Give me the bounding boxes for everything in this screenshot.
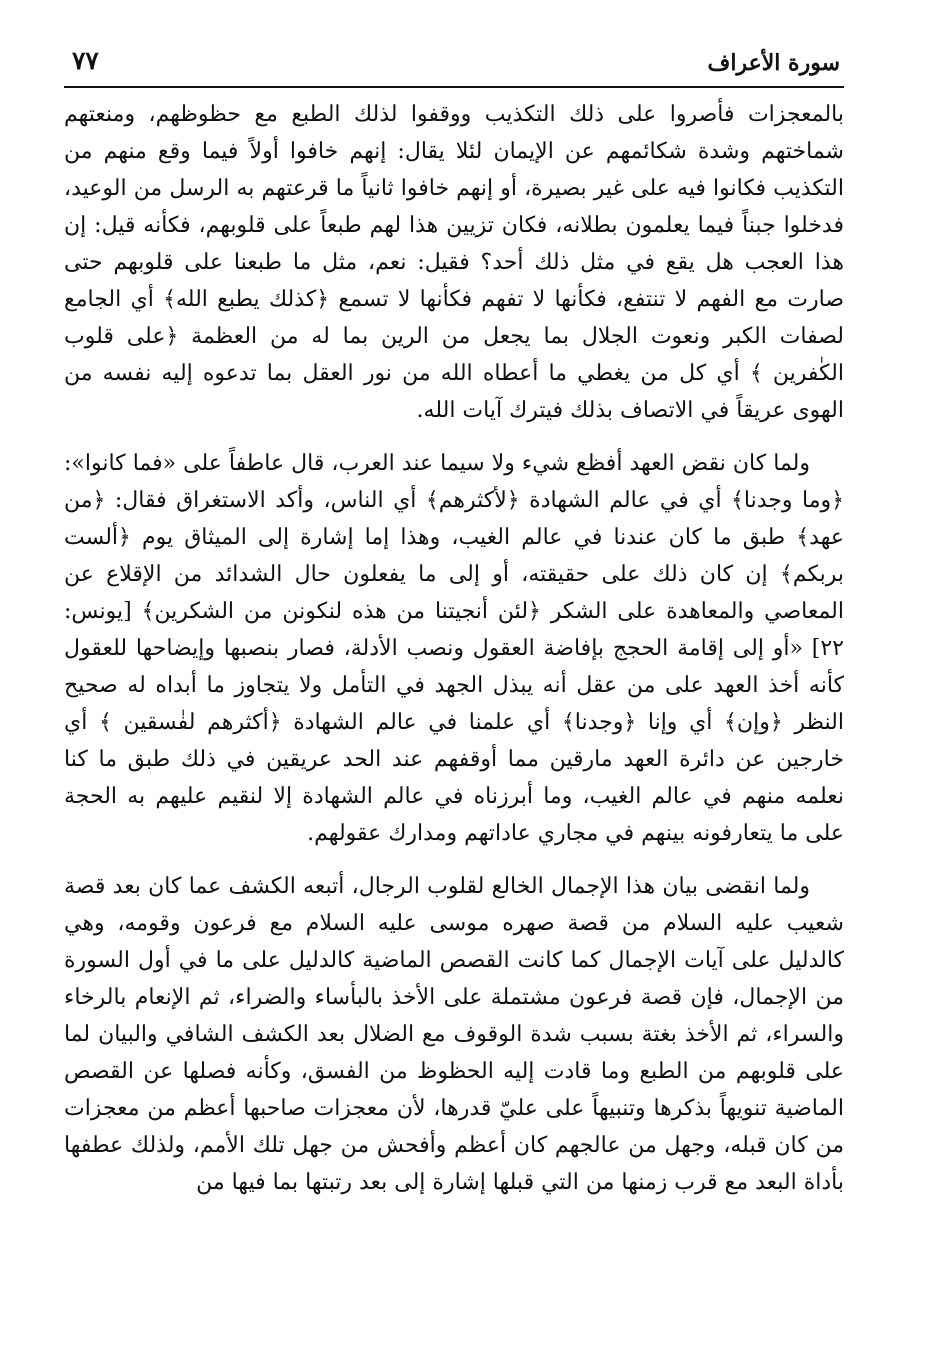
header-rule <box>64 86 844 88</box>
paragraph-3: ولما انقضى بيان هذا الإجمال الخالع لقلوب الرجال، أتبعه الكشف عما كان بعد قصة شعيب عليه السلام من قصة صهره موسى عليه السلام مع فرعون وقومه، وهي كالدليل على آيات الإجمال كما كانت القصص الماضية كالدليل على ما في أول السورة من الإجمال، فإن قصة فرعون مشتملة على الأخذ بالبأساء والضراء، ثم الإنعام بالرخاء والسراء، ثم الأخذ بغتة بسبب شدة الوقوف مع الضلال بعد الكشف الشافي والبيان لما على قلوبهم من الطبع وما قادت إليه الحظوظ من الفسق، وكأنه فصلها عن القصص الماضية تنويهاً بذكرها وتنبيهاً على عليّ قدرها، لأن معجزات صاحبها أعظم من معجزات من كان قبله، وجهل من عالجهم كان أعظم وأفحش من جهل تلك الأمم، ولذلك عطفها بأداة البعد مع قرب زمنها من التي قبلها إشارة إلى بعد رتبتها بما فيها من <box>64 874 844 1195</box>
surah-title: سورة الأعراف <box>707 50 840 76</box>
paragraph-2: ولما كان نقض العهد أفظع شيء ولا سيما عند العرب، قال عاطفاً على «فما كانوا»: ﴿وما وجدنا﴾ أي في عالم الشهادة ﴿لأكثرهم﴾ أي الناس، وأكد الاستغراق فقال: ﴿من عهد﴾ طبق ما كان عندنا في عالم الغيب، وهذا إما إشارة إلى الميثاق يوم ﴿ألست بربكم﴾ إن كان ذلك على حقيقته، أو إلى ما يفعلون حال الشدائد من الإقلاع عن المعاصي والمعاهدة على الشكر ﴿لئن أنجيتنا من هذه لنكونن من الشكرين﴾ [يونس: ٢٢] «أو إلى إقامة الحجج بإفاضة العقول ونصب الأدلة، فصار بنصبها وإيضاحها للعقول كأنه أخذ العهد على من عقل أنه يبذل الجهد في التأمل ولا يتجاوز ما أبداه له صحيح النظر ﴿وإن﴾ أي وإنا ﴿وجدنا﴾ أي علمنا في عالم الشهادة ﴿أكثرهم لفٰسقين ﴾ أي خارجين عن دائرة العهد مارقين مما أوقفهم عند الحد عريقين في ذلك طبق ما كنا نعلمه منهم في عالم الغيب، وما أبرزناه في عالم الشهادة إلا لنقيم عليهم به الحجة على ما يتعارفونه بينهم في مجاري عاداتهم ومدارك عقولهم. <box>64 451 844 846</box>
paragraph-1: بالمعجزات فأصروا على ذلك التكذيب ووقفوا لذلك الطبع مع حظوظهم، ومنعتهم شماختهم وشدة شكائمهم عن الإيمان لئلا يقال: إنهم خافوا أولاً فيما وقع منهم من التكذيب فكانوا فيه على غير بصيرة، أو إنهم خافوا ثانياً ما قرعتهم به الرسل من الوعيد، فدخلوا جبناً فيما يعلمون بطلانه، فكان تزيين هذا لهم طبعاً على قلوبهم، فكأنه قيل: إن هذا العجب هل يقع في مثل ذلك أحد؟ فقيل: نعم، مثل ما طبعنا على قلوبهم حتى صارت مع الفهم لا تنتفع، فكأنها لا تفهم فكأنها لا تسمع ﴿كذلك يطبع الله﴾ أي الجامع لصفات الكبر ونعوت الجلال بما يجعل من الرين بما له من العظمة ﴿على قلوب الكٰفرين ﴾ أي كل من يغطي ما أعطاه الله من نور العقل بما تدعوه إليه نفسه من الهوى عريقاً في الاتصاف بذلك فيترك آيات الله. <box>64 102 844 423</box>
page-header <box>64 42 844 88</box>
page-number: ٧٧ <box>72 46 99 75</box>
body-text <box>64 96 844 1201</box>
